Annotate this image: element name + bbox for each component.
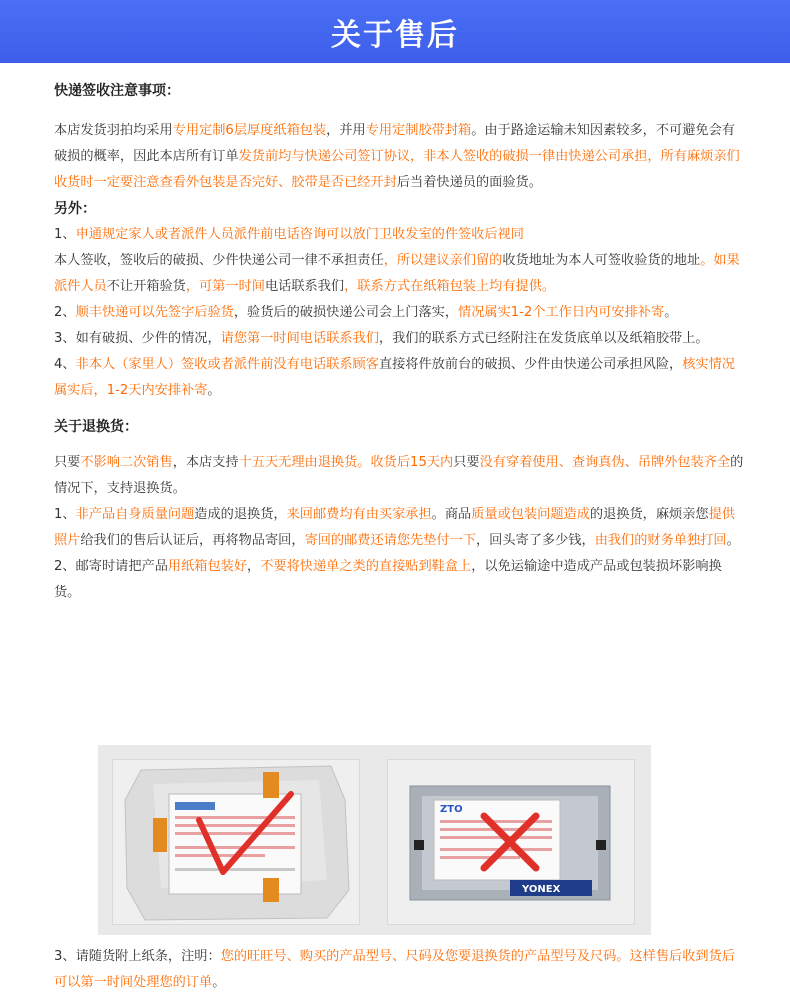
- body-text: 3、如有破损、少件的情况，: [54, 331, 221, 346]
- returns-item-1: [54, 502, 744, 554]
- also-item-3: [54, 326, 744, 352]
- svg-text:YONEX: YONEX: [522, 884, 561, 895]
- highlight-text: 顺丰快递可以先签字后验货: [75, 305, 234, 320]
- body-text: 收货地址为本人可签收验货的地址: [502, 253, 701, 268]
- body-text: 4、: [54, 357, 76, 372]
- content: [54, 78, 744, 606]
- page-title: 关于售后: [331, 17, 459, 53]
- highlight-text: 没有穿着使用、查询真伪、吊牌外包装齐全: [479, 455, 731, 470]
- body-text: 。: [664, 305, 678, 320]
- body-text: ，我们的联系方式已经附注在发货底单以及纸箱胶带上。: [378, 331, 709, 346]
- body-text: 电话联系我们: [265, 279, 345, 294]
- body-text: 1、: [54, 227, 76, 242]
- also-item-1a: [54, 222, 744, 248]
- body-text: 的退换货，麻烦亲您: [589, 507, 709, 522]
- highlight-text: 核实情况属实后，1-2天内安排补寄: [54, 357, 735, 398]
- body-text: ，回头寄了多少钱，: [476, 533, 595, 548]
- highlight-text: ，可第一时间: [185, 279, 265, 294]
- body-text: 给我们的售后认证后，再将物品寄回，: [80, 533, 305, 548]
- highlight-text: 专用定制胶带封箱: [365, 123, 472, 138]
- highlight-text: ，联系方式在纸箱包装上均有提供。: [344, 279, 556, 294]
- highlight-text: 专用定制6层厚度纸箱包装: [172, 123, 327, 138]
- highlight-text: 来回邮费均有由买家承担: [286, 507, 432, 522]
- highlight-text: 。如果派件人员: [54, 253, 740, 294]
- highlight-text: 非本人（家里人）签收或者派件前没有电话联系顾客: [75, 357, 379, 372]
- body-text: 。: [726, 533, 740, 548]
- body-text: 2、: [54, 305, 76, 320]
- body-text: 直接将件放前台的破损、少件由快递公司承担风险，: [378, 357, 683, 372]
- highlight-text: 您的旺旺号、购买的产品型号、尺码及您要退换货的产品型号及尺码。这样售后收到货后可以第一时间处理您的订单: [54, 949, 735, 990]
- highlight-text: 请您第一时间电话联系我们: [220, 331, 379, 346]
- body-text: ，本店支持: [172, 455, 239, 470]
- body-text: 本人签收，签收后的破损、少件快递公司一律不承担责任: [54, 253, 384, 268]
- highlight-text: ，所以建议亲们留的: [383, 253, 503, 268]
- highlight-text: 非产品自身质量问题: [75, 507, 195, 522]
- also-title: 另外：: [54, 201, 96, 217]
- highlight-text: 质量或包装问题造成: [471, 507, 590, 522]
- body-text: ，并用: [326, 123, 366, 138]
- also-item-4: [54, 352, 744, 404]
- body-text: 2、邮寄时请把产品: [54, 559, 168, 574]
- wrong-packaging-photo: [387, 759, 635, 925]
- body-text: 只要: [453, 455, 480, 470]
- body-text: 不让开箱验货: [106, 279, 186, 294]
- returns-title: 关于退换货：: [54, 419, 138, 435]
- body-text: 只要: [54, 455, 81, 470]
- highlight-text: 十五天无理由退换货。收货后15天内: [238, 455, 454, 470]
- highlight-text: 由我们的财务单独打回: [594, 533, 727, 548]
- highlight-text: 不要将快递单之类的直接贴到鞋盒上: [260, 559, 472, 574]
- body-text: 。: [207, 383, 221, 398]
- svg-text:ZTO: ZTO: [440, 804, 463, 815]
- also-item-1b: [54, 248, 744, 300]
- body-text: 。商品: [431, 507, 472, 522]
- highlight-text: 不影响二次销售: [80, 455, 173, 470]
- highlight-text: 情况属实1-2个工作日内可安排补寄: [458, 305, 665, 320]
- highlight-text: 提供照片: [54, 507, 735, 548]
- highlight-text: 申通规定家人或者派件人员派件前电话咨询可以放门卫收发室的件签收后视同: [75, 227, 524, 242]
- highlight-text: 用纸箱包装好: [167, 559, 248, 574]
- body-text: ，验货后的破损快递公司会上门落实，: [233, 305, 459, 320]
- delivery-title: 快递签收注意事项：: [54, 83, 180, 99]
- highlight-text: 发货前均与快递公司签订协议，非本人签收的破损一律由快递公司承担，所有麻烦亲们收货时一定要注意查看外包装是否完好、胶带是否已经开封: [54, 149, 740, 190]
- body-text: 的情况下，支持退换货。: [54, 455, 744, 496]
- body-text: 后当着快递员的面验货。: [396, 175, 542, 190]
- body-text: ，: [247, 559, 261, 574]
- delivery-paragraph: [54, 118, 744, 196]
- packaging-example-photos: [98, 745, 651, 935]
- returns-item-3: [54, 944, 744, 996]
- returns-item-2: [54, 554, 744, 606]
- body-text: 。由于路途运输未知因素较多，不可避免会有破损的概率，因此本店所有订单: [54, 123, 735, 164]
- correct-packaging-photo: [112, 759, 360, 925]
- body-text: 。: [212, 975, 226, 990]
- returns-paragraph: [54, 450, 744, 502]
- body-text: 1、: [54, 507, 76, 522]
- page-header: [0, 0, 790, 63]
- body-text: 造成的退换货，: [194, 507, 287, 522]
- body-text: 3、请随货附上纸条，注明：: [54, 949, 221, 964]
- highlight-text: 寄回的邮费还请您先垫付一下: [304, 533, 476, 548]
- body-text: 本店发货羽拍均采用: [54, 123, 173, 138]
- body-text: ，以免运输途中造成产品或包装损坏影响换货。: [54, 559, 722, 600]
- also-item-2: [54, 300, 744, 326]
